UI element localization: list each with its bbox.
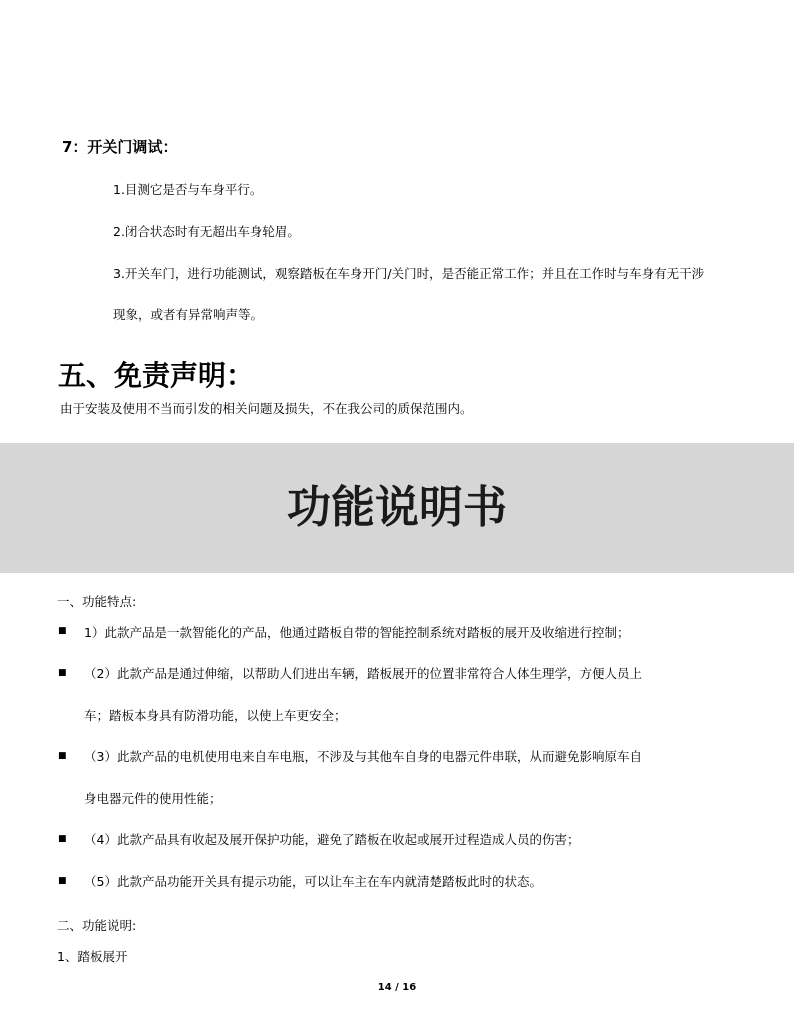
bullet-icon: ■ — [58, 751, 67, 761]
feature-2-text-continued: 车；踏板本身具有防滑功能，以使上车更安全； — [84, 708, 347, 723]
feature-1-text: 1）此款产品是一款智能化的产品，他通过踏板自带的智能控制系统对踏板的展开及收缩进行控制； — [84, 625, 630, 640]
disclaimer-title: 五、免责声明： — [58, 359, 255, 392]
feature-5-text: （5）此款产品功能开关具有提示功能，可以让车主在车内就清楚踏板此时的状态。 — [84, 874, 542, 889]
section-7-item-3-continued: 现象，或者有异常响声等。 — [113, 307, 264, 322]
disclaimer-text: 由于安装及使用不当而引发的相关问题及损失，不在我公司的质保范围内。 — [60, 401, 473, 416]
section-7-title: 7：开关门调试： — [62, 138, 178, 156]
section-7-item-1: 1.目测它是否与车身平行。 — [113, 182, 263, 197]
feature-3-text-continued: 身电器元件的使用性能； — [84, 791, 222, 806]
feature-3-text: （3）此款产品的电机使用电来自车电瓶，不涉及与其他车自身的电器元件串联，从而避免影响原车自 — [84, 749, 642, 764]
bullet-icon: ■ — [58, 876, 67, 886]
section-7-item-3: 3.开关车门，进行功能测试，观察踏板在车身开门/关门时，是否能正常工作；并且在工作时与车身有无干涉 — [113, 266, 705, 281]
bullet-icon: ■ — [58, 668, 67, 678]
description-heading: 二、功能说明: — [57, 918, 137, 933]
feature-2-text: （2）此款产品是通过伸缩，以帮助人们进出车辆，踏板展开的位置非常符合人体生理学，方便人员上 — [84, 666, 642, 681]
bullet-icon: ■ — [58, 834, 67, 844]
feature-4-text: （4）此款产品具有收起及展开保护功能，避免了踏板在收起或展开过程造成人员的伤害； — [84, 832, 580, 847]
page-number: 14 / 16 — [377, 982, 417, 993]
features-heading: 一、功能特点: — [57, 594, 137, 609]
manual-title: 功能说明书 — [287, 482, 507, 533]
bullet-icon: ■ — [58, 626, 67, 636]
manual-title-banner — [0, 443, 794, 573]
section-7-item-2: 2.闭合状态时有无超出车身轮眉。 — [113, 224, 300, 239]
sub-item-pedal-deploy: 1、踏板展开 — [57, 949, 128, 964]
